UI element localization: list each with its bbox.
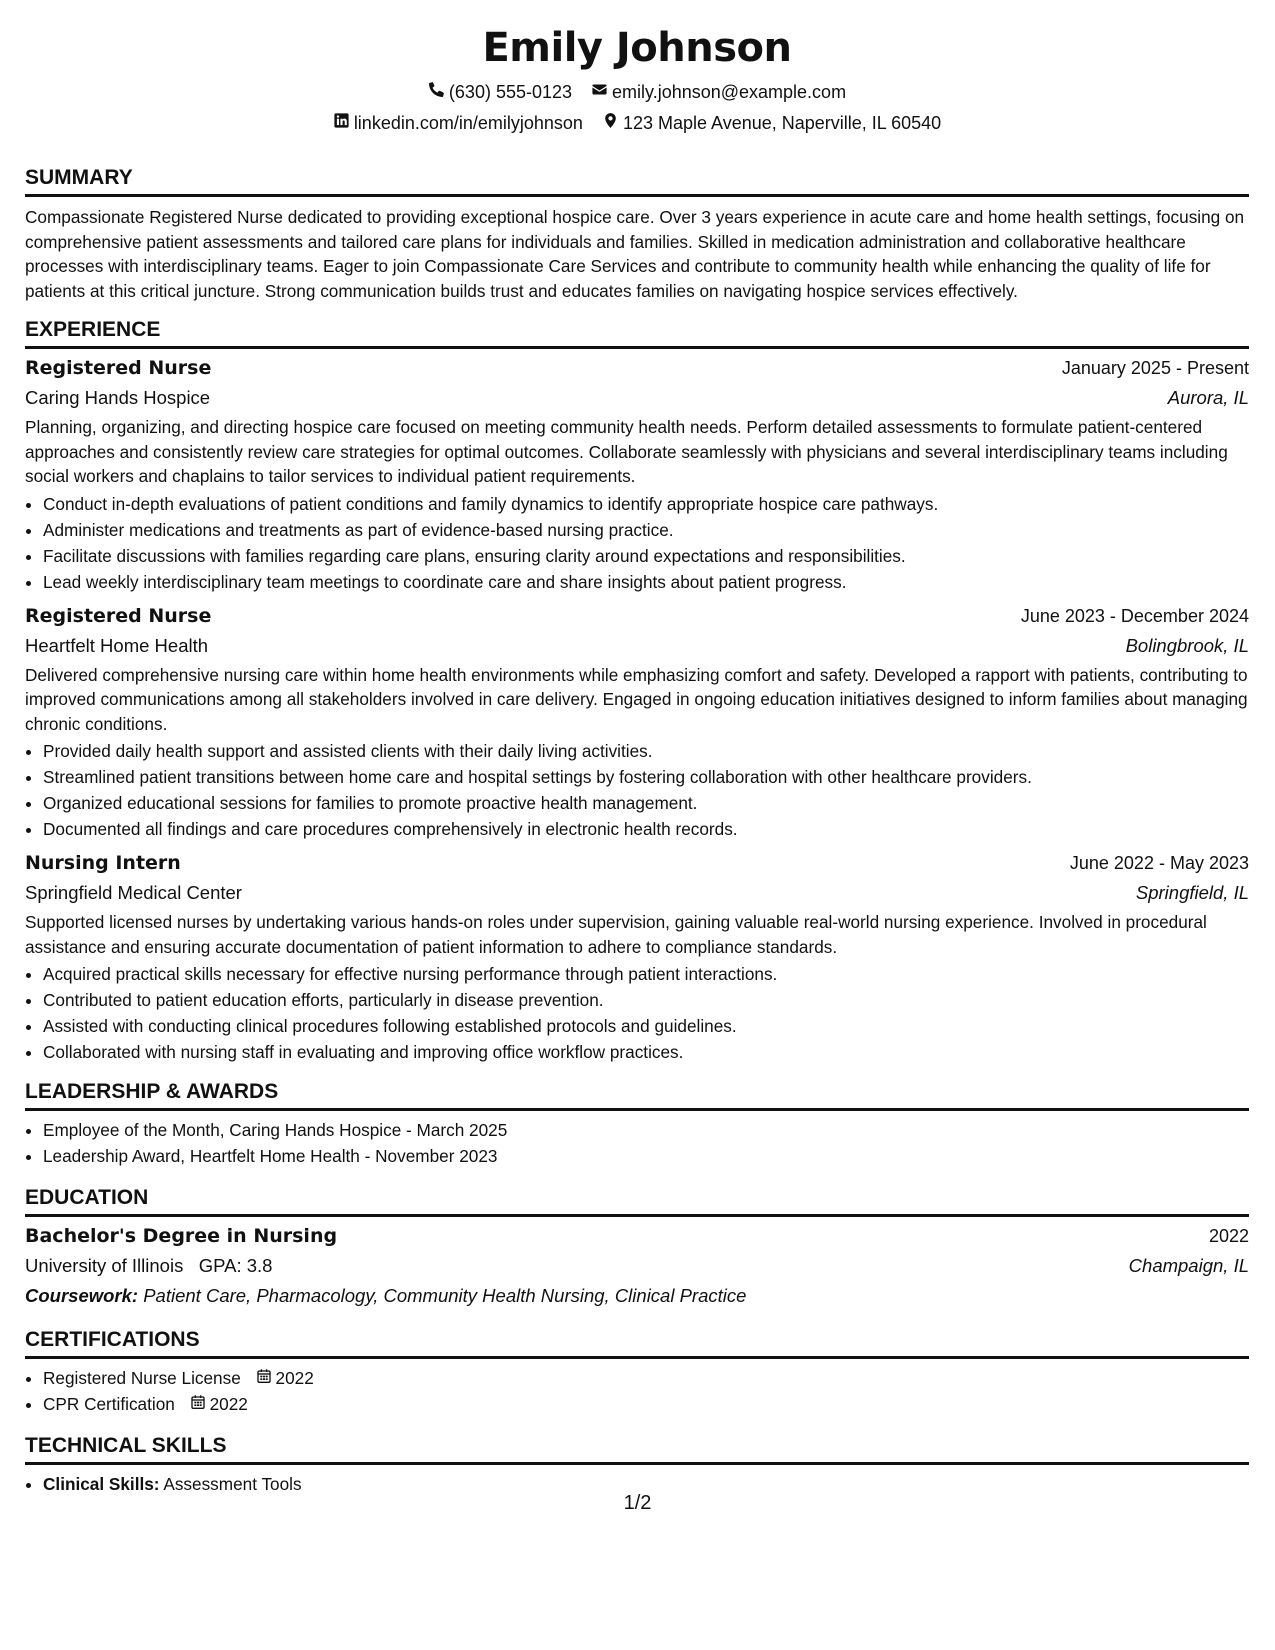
contact-row-2 [25,111,1249,135]
list-item: • Provided daily health support and assisted clients with their daily living activities. [43,738,1249,764]
gpa: GPA: 3.8 [198,1255,273,1276]
list-item: • Streamlined patient transitions between home care and hospital settings by fostering collaboration with other healthcare providers. [43,764,1249,790]
list-item: • Organized educational sessions for families to promote proactive health management. [43,790,1249,816]
contact-email[interactable] [591,80,846,104]
calendar-icon [190,1391,210,1417]
list-item [43,1365,1249,1391]
list-item: • Collaborated with nursing staff in evaluating and improving office workflow practices. [43,1039,1249,1065]
list-item: • Assisted with conducting clinical procedures following established protocols and guidelines. [43,1013,1249,1039]
list-item: • Documented all findings and care procedures comprehensively in electronic health records. [43,816,1249,842]
list-item: • Lead weekly interdisciplinary team meetings to coordinate care and share insights about patient progress. [43,569,1249,595]
job-dates: June 2023 - December 2024 [1020,605,1249,626]
school-info [25,1251,272,1281]
certification-date [256,1365,314,1391]
job-bullets [25,738,1249,842]
job-entry [25,353,1249,595]
skill-value: Assessment Tools [163,1474,302,1494]
job-org: Heartfelt Home Health [25,634,209,656]
job-title: Registered Nurse [25,357,212,379]
summary-section [25,165,1249,303]
linkedin-text[interactable]: linkedin.com/in/emilyjohnson [353,113,583,133]
job-org-row [25,631,1249,661]
section-title: TECHNICAL SKILLS [25,1433,1249,1465]
list-item [43,1391,1249,1417]
certifications-list [25,1365,1249,1417]
graduation-year: 2022 [1208,1226,1249,1246]
certification-year: 2022 [209,1394,248,1414]
certification-name: Registered Nurse License [43,1368,241,1388]
education-section [25,1185,1249,1311]
job-dates: January 2025 - Present [1061,358,1249,378]
education-school-row [25,1251,1249,1281]
section-title: CERTIFICATIONS [25,1327,1249,1359]
school-name: University of Illinois [25,1255,184,1276]
job-org-row [25,878,1249,908]
certification-year: 2022 [275,1368,314,1388]
phone-text: (630) 555-0123 [448,82,573,102]
list-item: • Contributed to patient education efforts, particularly in disease prevention. [43,987,1249,1013]
calendar-icon [256,1365,276,1391]
job-location: Bolingbrook, IL [1125,634,1249,656]
job-org-row [25,383,1249,413]
envelope-icon [591,80,612,104]
certification-name: CPR Certification [43,1394,175,1414]
address-text: 123 Maple Avenue, Naperville, IL 60540 [622,113,942,133]
degree-title: Bachelor's Degree in Nursing [25,1225,338,1247]
leadership-section [25,1079,1249,1169]
certification-date [190,1391,248,1417]
contact-row-1 [25,80,1249,104]
job-title: Nursing Intern [25,852,181,874]
job-header-row [25,848,1249,878]
map-pin-icon [602,111,623,135]
list-item: • Acquired practical skills necessary for effective nursing performance through patient interactions. [43,961,1249,987]
email-text[interactable]: emily.johnson@example.com [612,82,847,102]
job-header-row [25,601,1249,631]
education-header-row [25,1221,1249,1251]
experience-section [25,317,1249,1065]
contact-phone [428,80,572,104]
school-location: Champaign, IL [1128,1255,1249,1276]
list-item: • Administer medications and treatments as part of evidence-based nursing practice. [43,517,1249,543]
job-dates: June 2022 - May 2023 [1069,853,1249,873]
coursework-label: Coursework: [25,1285,139,1306]
skills-section [25,1433,1249,1497]
linkedin-icon [333,111,354,135]
job-entry [25,601,1249,843]
contact-address [602,111,941,135]
section-title: LEADERSHIP & AWARDS [25,1079,1249,1111]
job-description: Supported licensed nurses by undertaking various hands-on roles under supervision, gaining valuable real-world nursing experience. Involved in procedural assistance and ensuring accurate documentation of patient information to adhere to compliance standards. [25,912,1207,957]
coursework-list: Patient Care, Pharmacology, Community Health Nursing, Clinical Practice [143,1285,747,1306]
resume-header [25,0,1249,135]
certifications-section [25,1327,1249,1417]
job-bullets [25,961,1249,1065]
leadership-list [25,1117,1249,1169]
candidate-name: Emily Johnson [482,25,792,71]
list-item: • Leadership Award, Heartfelt Home Health - November 2023 [43,1143,1249,1169]
list-item: • Facilitate discussions with families regarding care plans, ensuring clarity around expectations and responsibilities. [43,543,1249,569]
job-description: Delivered comprehensive nursing care within home health environments while emphasizing comfort and safety. Developed a rapport with patients, contributing to improved communications among all stakeholders involved in care delivery. Engaged in ongoing education initiatives designed to inform families about managing chronic conditions. [25,664,1248,734]
job-title: Registered Nurse [25,604,212,627]
job-org: Springfield Medical Center [25,882,242,903]
section-title: SUMMARY [25,165,1249,197]
list-item: • Conduct in-depth evaluations of patient conditions and family dynamics to identify appropriate hospice care pathways. [43,491,1249,517]
job-bullets [25,491,1249,595]
summary-text: Compassionate Registered Nurse dedicated to providing exceptional hospice care. Over 3 years experience in acute care and home health settings, focusing on comprehensive patient assessments and tailored care plans for individuals and families. Skilled in medication administration and collaborative healthcare processes with interdisciplinary teams. Eager to join Compassionate Care Services and contribute to community health while enhancing the quality of life for patients at this critical juncture. Strong communication builds trust and educates families on navigating hospice services effectively. [25,207,1245,301]
job-description: Planning, organizing, and directing hospice care focused on meeting community health needs. Perform detailed assessments to formulate patient-centered approaches and consistently review care strategies for optimal outcomes. Collaborate seamlessly with physicians and several interdisciplinary teams including social workers and chaplains to tailor services to individual patient requirements. [25,417,1228,486]
skill-label: Clinical Skills: [43,1474,160,1494]
coursework [25,1281,1249,1311]
contact-linkedin[interactable] [333,111,583,135]
page-number: 1/2 [623,1492,652,1514]
section-title: EDUCATION [25,1185,1249,1217]
list-item: • Employee of the Month, Caring Hands Hospice - March 2025 [43,1117,1249,1143]
section-title: EXPERIENCE [25,317,1249,349]
phone-icon [428,80,449,104]
job-location: Aurora, IL [1167,387,1249,408]
job-location: Springfield, IL [1135,882,1249,903]
job-org: Caring Hands Hospice [25,387,211,408]
job-header-row [25,353,1249,383]
job-entry [25,848,1249,1065]
